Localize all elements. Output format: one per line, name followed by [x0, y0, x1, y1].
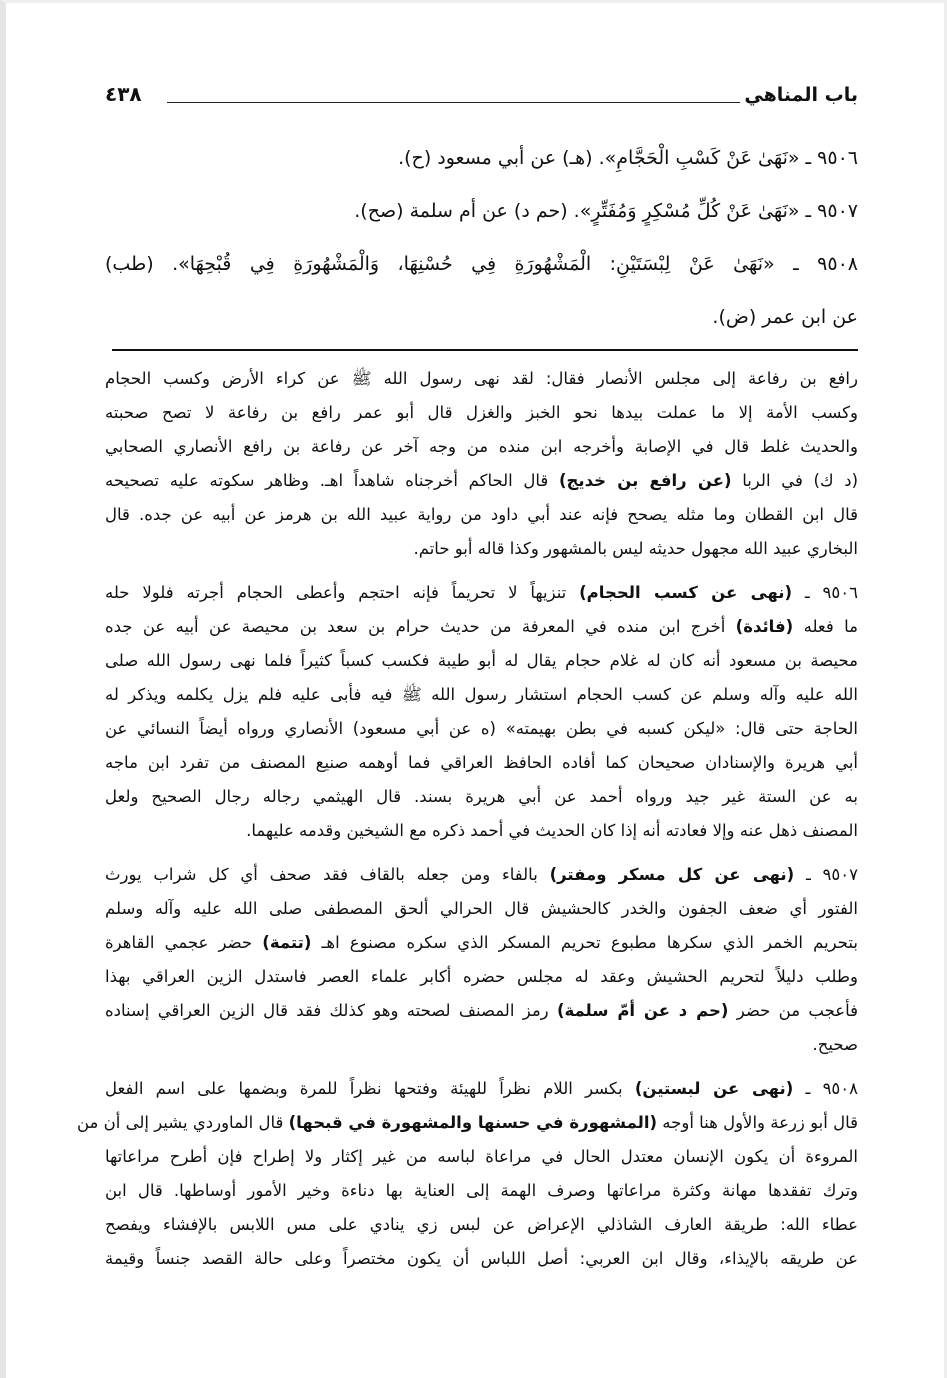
text-line	[105, 1028, 858, 1062]
text-line	[105, 814, 858, 848]
text-line	[105, 430, 858, 464]
text-segment: قال الماوردي يشير إلى أن من	[77, 1113, 289, 1132]
text-segment: بالفاء ومن جعله بالقاف فقد صحف أي كل شراب يورث	[105, 865, 550, 884]
text-line	[105, 1208, 858, 1242]
hadith-entries	[105, 138, 858, 343]
text-segment: (د ك) في الربا	[731, 471, 859, 490]
text-line	[105, 362, 858, 396]
bold-reference: (نهى عن كل مسكر ومفتر)	[549, 865, 795, 884]
text-line	[105, 576, 858, 610]
text-line	[105, 892, 858, 926]
text-line	[105, 138, 858, 191]
text-segment: قال أبو زرعة والأول هنا أوجه	[657, 1113, 858, 1132]
text-segment: البخاري عبيد الله مجهول حديثه ليس بالمشهور وكذا قاله أبو حاتم.	[413, 539, 858, 558]
text-segment: ٩٥٠٦ ـ «نَهَىٰ عَنْ كَسْبِ الْحَجَّامِ». (هـ) عن أبي مسعود (ح).	[398, 147, 858, 169]
text-segment: بكسر اللام نظراً للهيئة وفتحها نظراً للمرة وبضمها على اسم الفعل	[105, 1079, 635, 1098]
text-segment: تنزيهاً لا تحريماً فإنه احتجم وأعطى الحجام أجرته فلولا حله	[105, 583, 580, 602]
text-line	[105, 960, 858, 994]
text-segment: ٩٥٠٧ ـ «نَهَىٰ عَنْ كُلِّ مُسْكِرٍ وَمُفَتِّرٍ». (حم د) عن أم سلمة (صح).	[354, 200, 858, 222]
text-line	[105, 1072, 858, 1106]
text-line	[105, 191, 858, 244]
text-line	[105, 712, 858, 746]
text-line	[105, 1140, 858, 1174]
bold-reference: (تتمة)	[262, 933, 312, 952]
text-line	[105, 858, 858, 892]
text-segment: ٩٥٠٦ ـ	[791, 583, 858, 602]
text-line	[105, 678, 858, 712]
text-line	[105, 244, 858, 297]
text-line	[77, 1106, 858, 1140]
page-number: ٤٣٨	[105, 82, 142, 106]
text-segment: الفتور أي ضعف الجفون والخدر كالحشيش قال الحرالي ألحق المصطفى صلى الله عليه وآله وسلم	[105, 899, 858, 918]
paragraph-gap	[105, 566, 858, 576]
text-segment: وكسب الأمة إلا ما عملت بيدها نحو الخبز والغزل قال أبو عمر رافع بن رفاعة لا تصح صحبته	[105, 403, 858, 422]
bold-reference: (حم د عن أمّ سلمة)	[556, 1001, 729, 1020]
text-line	[105, 746, 858, 780]
text-line	[105, 780, 858, 814]
text-segment: أبي هريرة والإسنادان صحيحان كما أفاده الحافظ العراقي فما أوهمه صنيع المصنف من تفرد ابن ماجه	[105, 753, 858, 772]
text-line	[105, 297, 858, 343]
text-segment: أخرج ابن منده في المعرفة من حديث حرام بن سعد بن محيصة عن أبيه عن جده	[105, 617, 736, 636]
text-segment: قال الحاكم أخرجناه شاهداً اهـ. وظاهر سكوته عليه تصحيحه	[105, 471, 559, 490]
text-segment: وترك تفقدها مهانة وكثرة مراعاتها وصرف الهمة إلى العناية بها دناءة وخير الأمور أوساطها. قال ابن	[105, 1181, 858, 1200]
text-segment: فأعجب من حضر	[728, 1001, 858, 1020]
text-line	[105, 926, 858, 960]
text-segment: صحيح.	[812, 1035, 858, 1054]
text-segment: الحاجة حتى قال: «ليكن كسبه في بطن بهيمته» (ه عن أبي مسعود) الأنصاري ورواه أيضاً النسائي عن	[105, 719, 858, 738]
paragraph-gap	[105, 848, 858, 858]
header-rule	[167, 102, 740, 103]
bold-reference: (نهى عن كسب الحجام)	[579, 583, 792, 602]
text-line	[105, 994, 858, 1028]
text-segment: ما فعله	[793, 617, 858, 636]
chapter-title: باب المناهي	[744, 84, 858, 106]
text-line	[105, 498, 858, 532]
commentary-footnotes	[77, 362, 859, 1276]
text-segment: عن طريقه بالإيذاء، وقال ابن العربي: أصل اللباس أن يكون مختصراً وعلى حالة القصد جنساً وقيمة	[105, 1249, 858, 1268]
text-segment: والحديث غلط قال في الإصابة وأخرجه ابن منده من وجه آخر عن رفاعة بن رافع الأنصاري الصحابي	[105, 437, 858, 456]
text-segment: حضر عجمي القاهرة	[105, 933, 263, 952]
bold-reference: (المشهورة في حسنها والمشهورة في قبحها)	[288, 1113, 658, 1132]
text-segment: المروءة أن يكون الإنسان معتدل الحال في مراعاة لباسه من غير إكثار ولا إطراح فإن أطرح مراعاتها	[105, 1147, 858, 1166]
text-segment: عطاء الله: طريقة العارف الشاذلي الإعراض عن لبس زي ينادي على مس اللابس بالإفشاء ويفصح	[105, 1215, 858, 1234]
text-segment: به عن الستة غير جيد ورواه أحمد عن أبي هريرة بسند. قال الهيثمي رجاله رجال الصحيح ولعل	[105, 787, 858, 806]
text-segment: وطلب دليلاً لتحريم الحشيش وعقد له مجلس حضره أكابر علماء العصر فاستدل الزين العراقي بهذا	[105, 967, 858, 986]
text-segment: المصنف ذهل عنه وإلا فعادته أنه إذا كان الحديث في أحمد ذكره مع الشيخين وقدمه عليهما.	[246, 821, 858, 840]
bold-reference: (نهى عن لبستين)	[634, 1079, 794, 1098]
text-segment: الله عليه وآله وسلم عن كسب الحجام استشار رسول الله ﷺ فيه فأبى عليه فلم يزل يكلمه ويذكر له	[105, 685, 858, 704]
text-line	[105, 644, 858, 678]
text-segment: ٩٥٠٨ ـ «نَهَىٰ عَنْ لِبْسَتَيْنِ: الْمَشْهُورَةِ فِي حُسْنِهَا، وَالْمَشْهُورَةِ فِي قُبْحِهَا». (طب)	[105, 253, 858, 275]
text-segment: رمز المصنف لصحته وهو كذلك فقد قال الزين العراقي إسناده	[105, 1001, 557, 1020]
text-segment: ٩٥٠٧ ـ	[794, 865, 858, 884]
text-line	[105, 1242, 858, 1276]
text-line	[105, 1174, 858, 1208]
text-line	[105, 610, 858, 644]
text-segment: بتحريم الخمر الذي سكرها مطبوع تحريم المسكر الذي سكره مصنوع اهـ	[311, 933, 859, 952]
text-segment: محيصة بن مسعود أنه كان له غلام حجام يقال له أبو طيبة فكسب كسباً كثيراً فلما نهى رسول الله صلى	[105, 651, 858, 670]
running-header	[105, 80, 858, 114]
footnote-separator	[112, 349, 858, 351]
text-segment: قال ابن القطان وما مثله يصحح فإنه عند أبي داود من رواية عبيد الله بن هرمز عن أبيه عن جده. قال	[105, 505, 858, 524]
bold-reference: (عن رافع بن خديج)	[559, 471, 732, 490]
text-segment: رافع بن رفاعة إلى مجلس الأنصار فقال: لقد نهى رسول الله ﷺ عن كراء الأرض وكسب الحجام	[105, 369, 858, 388]
text-segment: ٩٥٠٨ ـ	[793, 1079, 859, 1098]
paragraph-gap	[105, 1062, 858, 1072]
text-line	[105, 396, 858, 430]
text-line	[105, 532, 858, 566]
text-line	[105, 464, 858, 498]
text-segment: عن ابن عمر (ض).	[712, 306, 858, 328]
bold-reference: (فائدة)	[735, 617, 794, 636]
